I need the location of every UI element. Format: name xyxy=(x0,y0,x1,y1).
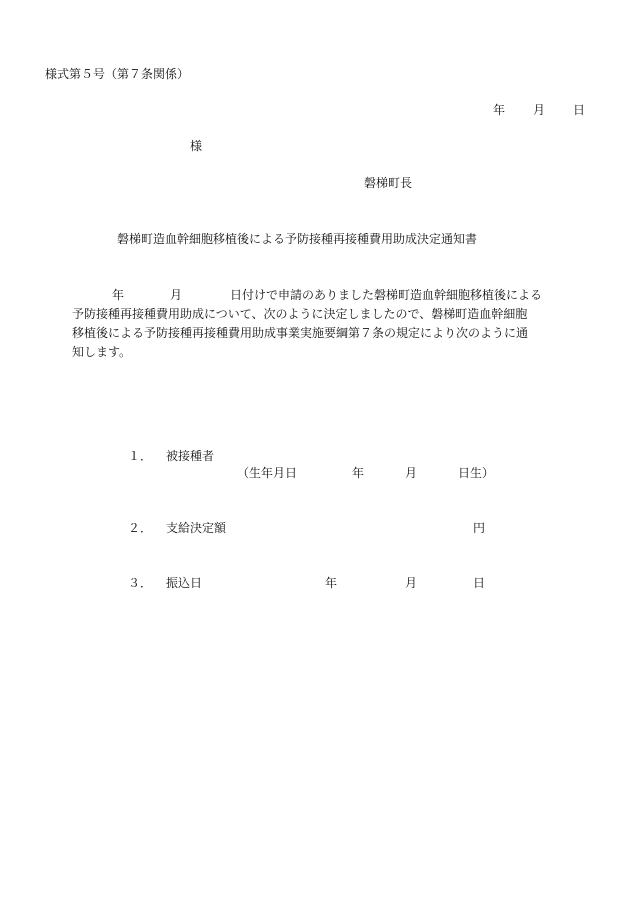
birth-month-label: 月 xyxy=(405,466,418,480)
date-year-label: 年 xyxy=(493,103,506,117)
transfer-year-label: 年 xyxy=(325,576,338,590)
amount-unit: 円 xyxy=(473,521,486,535)
body-line-1 xyxy=(72,286,582,305)
item-number: ２． xyxy=(128,521,153,535)
body-line-3: 移植後による予防接種再接種費用助成事業実施要綱第７条の規定により次のように通 xyxy=(72,326,529,340)
body-month: 月 xyxy=(169,288,182,302)
addressee-suffix: 様 xyxy=(190,139,203,153)
issuer-name: 磐梯町長 xyxy=(364,176,413,190)
body-line-4: 知します。 xyxy=(72,345,132,359)
transfer-day-label: 日 xyxy=(473,576,486,590)
body-paragraph xyxy=(72,286,582,362)
body-line-2: 予防接種再接種費用助成について、次のように決定しましたので、磐梯町造血幹細胞 xyxy=(72,307,528,321)
document-title: 磐梯町造血幹細胞移植後による予防接種再接種費用助成決定通知書 xyxy=(117,232,478,246)
birth-day-label: 日生） xyxy=(458,466,495,480)
body-line-1-rest: 日付けで申請のありました磐梯町造血幹細胞移植後による xyxy=(230,288,543,302)
birth-year-label: 年 xyxy=(352,466,365,480)
date-day-label: 日 xyxy=(573,103,586,117)
date-month-label: 月 xyxy=(533,103,546,117)
transfer-month-label: 月 xyxy=(405,576,418,590)
item-number: １． xyxy=(128,449,153,463)
item-label: 被接種者 xyxy=(166,449,215,463)
form-number: 様式第５号（第７条関係） xyxy=(45,67,190,81)
birth-date-prefix: （生年月日 xyxy=(237,466,298,480)
body-year: 年 xyxy=(111,288,124,302)
item-label: 支給決定額 xyxy=(166,521,227,535)
item-label: 振込日 xyxy=(166,576,203,590)
item-number: ３． xyxy=(128,576,153,590)
